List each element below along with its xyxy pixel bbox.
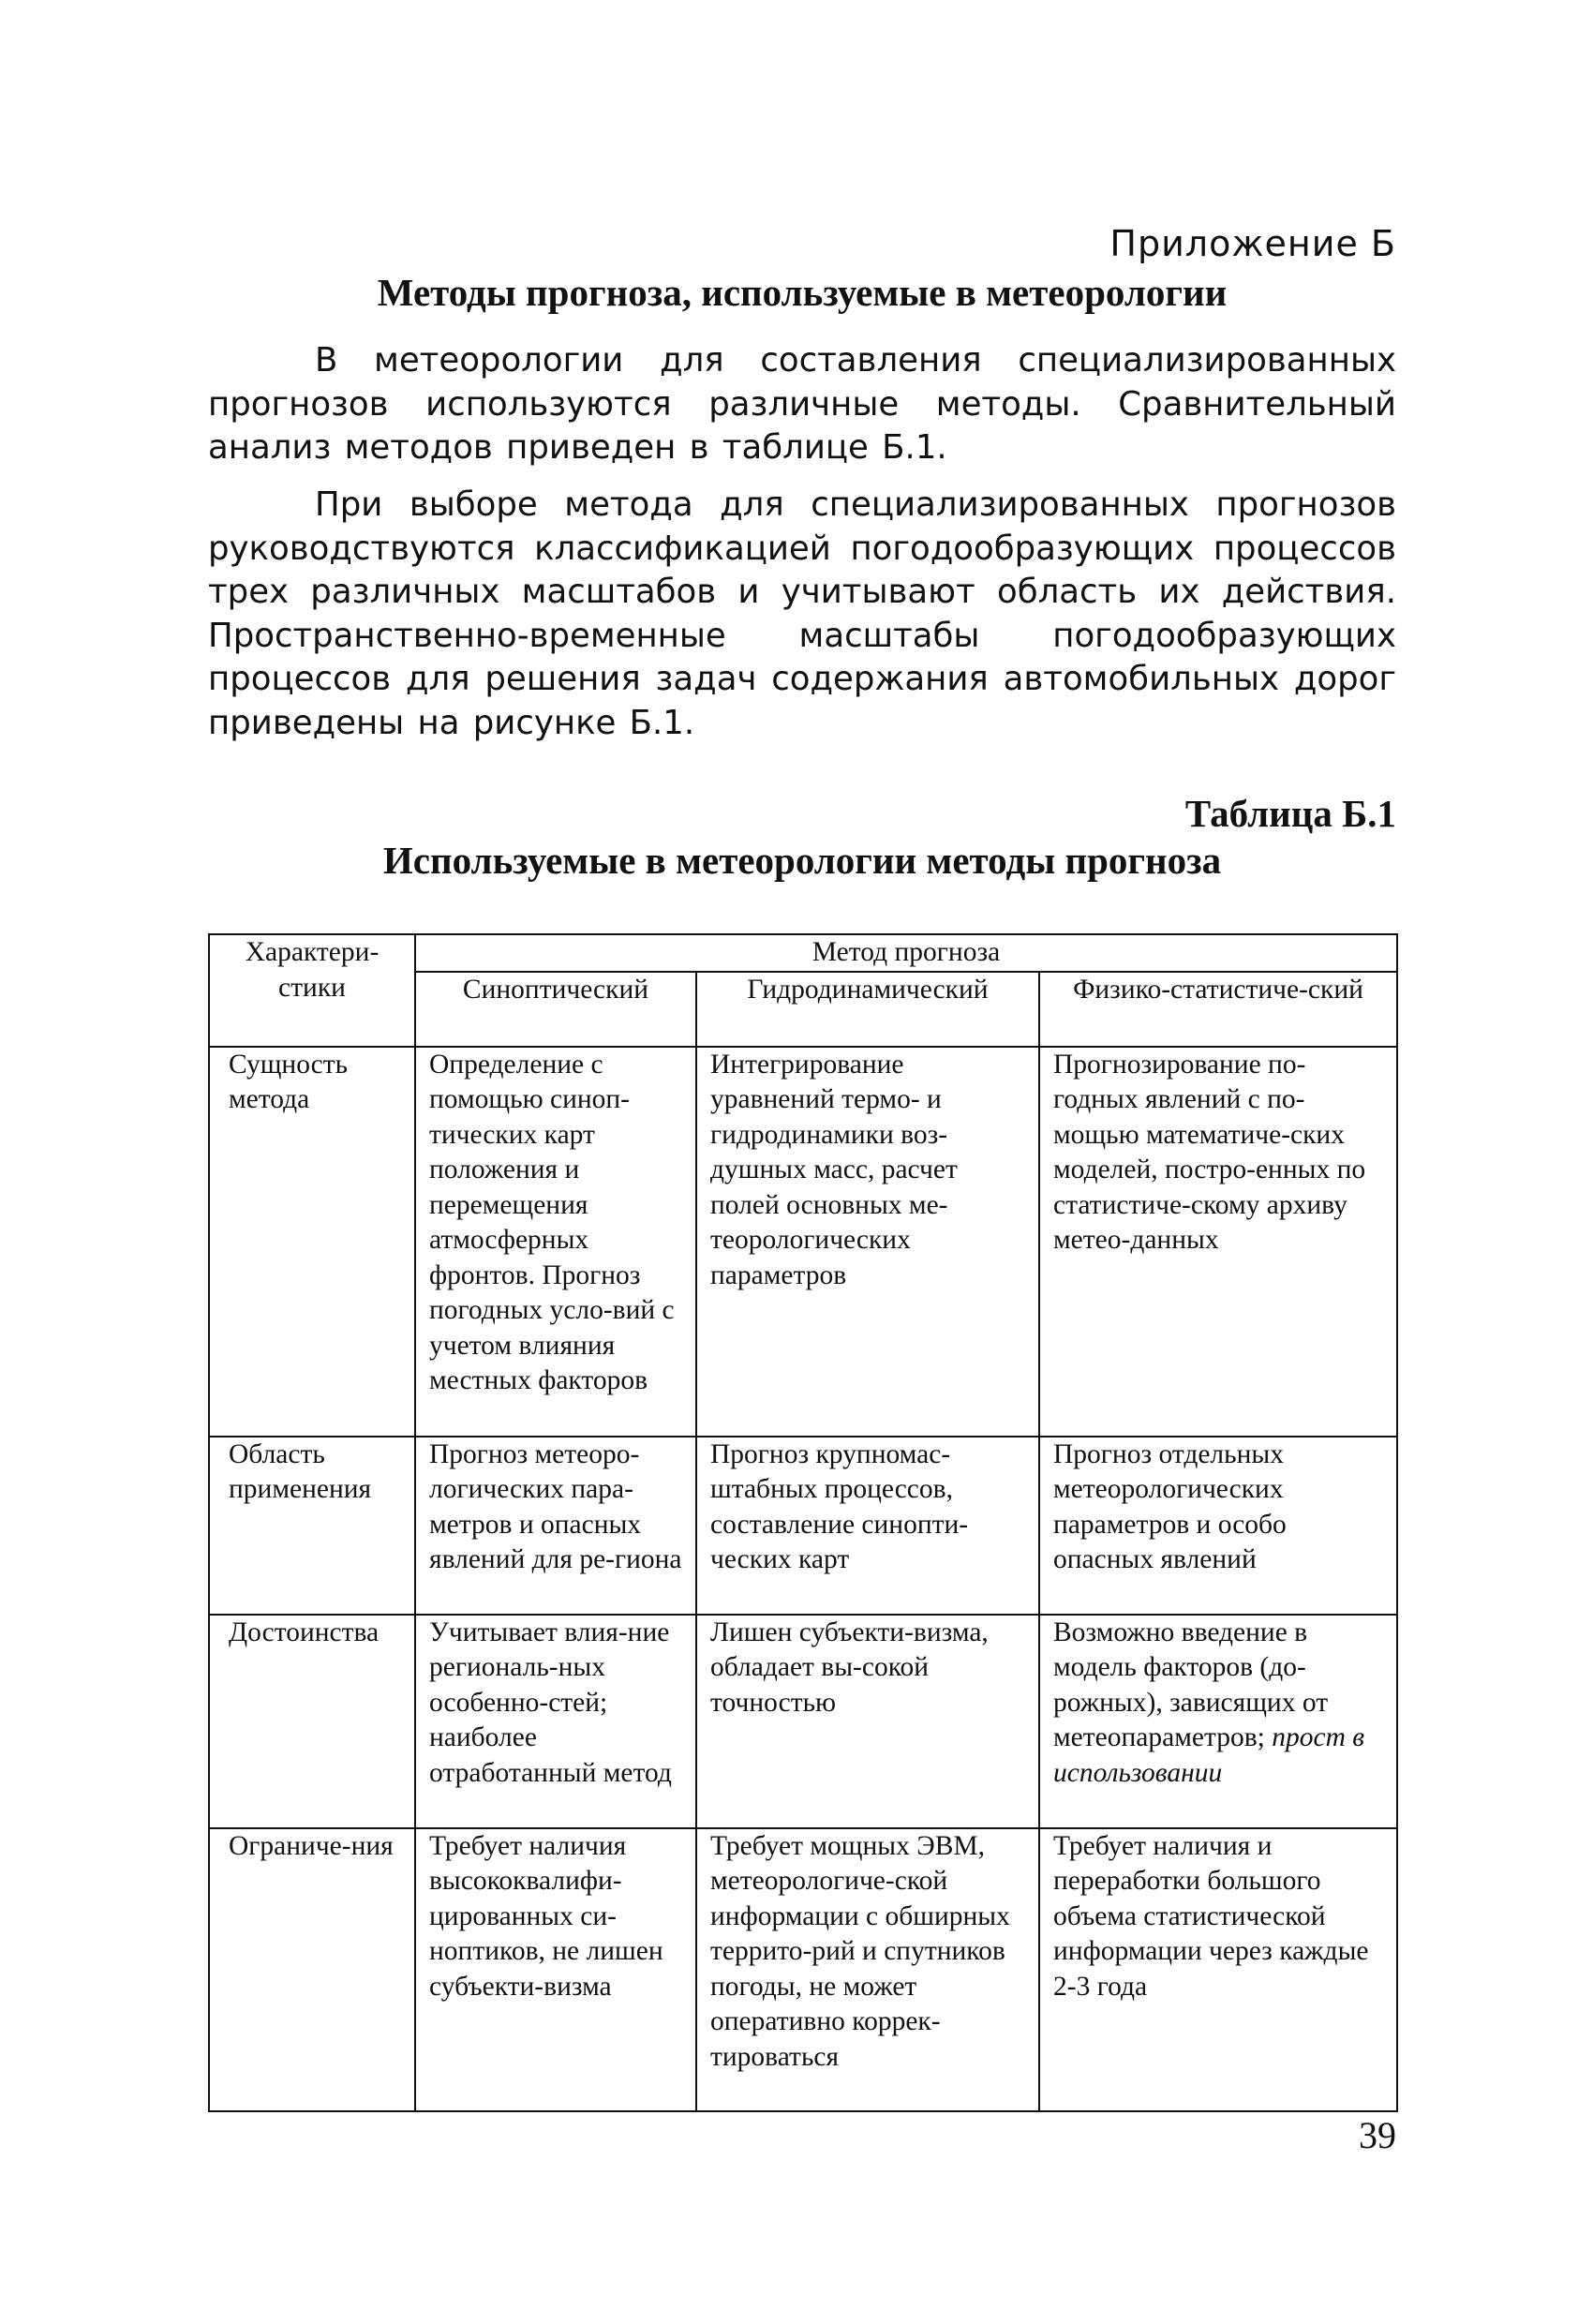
advantage-text-italic: прост в использовании (1053, 1722, 1365, 1788)
table-cell: Требует мощных ЭВМ, метеорологиче-ской информации с обширных террито-рий и спутников погоды, не может оперативно коррек-тироваться (696, 1828, 1039, 2111)
methods-table (208, 933, 1398, 2112)
table-cell: Прогноз метеоро-логических пара-метров и опасных явлений для ре-гиона (415, 1437, 696, 1615)
paragraph-intro: В метеорологии для составления специализированных прогнозов используются различные методы. Сравнительный анализ методов приведен в таблице Б.1. (208, 341, 1396, 467)
corner-header-cell: Характери-стики (209, 934, 415, 1047)
row-label-essence: Сущность метода (209, 1047, 415, 1437)
table-cell: Прогноз отдельных метеорологических параметров и особо опасных явлений (1039, 1437, 1397, 1615)
table-row (209, 1047, 1397, 1437)
row-label-advantages: Достоинства (209, 1615, 415, 1828)
table-number: Таблица Б.1 (1184, 792, 1396, 835)
table-cell (1039, 1615, 1397, 1828)
table-cell: Учитывает влия-ние региональ-ных особенно-стей; наиболее отработанный метод (415, 1615, 696, 1828)
table-row (209, 1615, 1397, 1828)
table-header-row (209, 934, 1397, 972)
table-cell: Интегрирование уравнений термо- и гидродинамики воз-душных масс, расчет полей основных ме-теорологических параметров (696, 1047, 1039, 1437)
appendix-label: Приложение Б (1109, 223, 1396, 264)
table-row (209, 1828, 1397, 2111)
appendix-title: Методы прогноза, используемые в метеорологии (377, 271, 1228, 314)
table-cell: Требует наличия высококвалифи-цированных си-ноптиков, не лишен субъекти-визма (415, 1828, 696, 2111)
table-cell: Лишен субъекти-визма, обладает вы-сокой точностью (696, 1615, 1039, 1828)
table-cell: Определение с помощью синоп-тических карт положения и перемещения атмосферных фронтов. Прогноз погодных усло-вий с учетом влияния местных факторов (415, 1047, 696, 1437)
column-header-synoptic: Синоптический (415, 972, 696, 1047)
table-cell: Прогнозирование по-годных явлений с по-мощью математиче-ских моделей, постро-енных по статистиче-скому архиву метео-данных (1039, 1047, 1397, 1437)
table-title: Используемые в метеорологии методы прогноза (382, 839, 1222, 882)
paragraph-method-choice: При выборе метода для специализированных прогнозов руководствуются классификацией погодообразующих процессов трех различных масштабов и учитывают область их действия. Пространственно-временные масштабы погодообразующих процессов для решения задач содержания автомобильных дорог приведены на рисунке Б.1. (208, 485, 1396, 742)
table-cell: Требует наличия и переработки большого объема статистической информации через каждые 2-3 года (1039, 1828, 1397, 2111)
row-label-limitations: Ограниче-ния (209, 1828, 415, 2111)
column-header-physical-statistical: Физико-статистиче-ский (1039, 972, 1397, 1047)
group-header-cell: Метод прогноза (415, 934, 1397, 972)
column-header-hydrodynamic: Гидродинамический (696, 972, 1039, 1047)
advantage-text: Возможно введение в модель факторов (до-рожных), зависящих от метеопараметров; (1053, 1616, 1329, 1752)
page-number: 39 (1359, 2114, 1396, 2156)
row-label-application: Область применения (209, 1437, 415, 1615)
table-cell: Прогноз крупномас-штабных процессов, составление синопти-ческих карт (696, 1437, 1039, 1615)
table-row (209, 1437, 1397, 1615)
